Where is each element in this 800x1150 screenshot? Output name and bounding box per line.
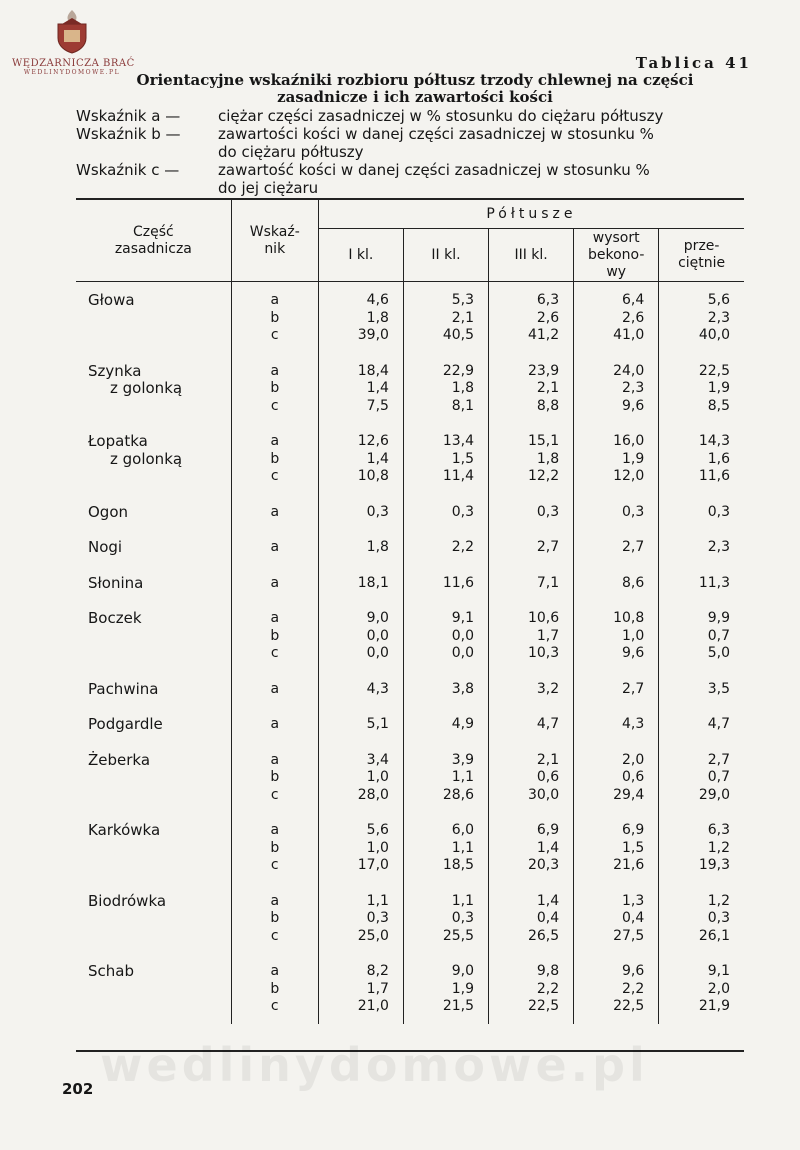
table-row: [76, 529, 744, 565]
value-cell: 0,3: [707, 503, 730, 520]
part-name: Szynka z golonką: [76, 353, 231, 424]
value-cell: 2,7: [574, 529, 659, 565]
value-cell: 6,9 1,5 21,6: [574, 812, 659, 883]
legend-key: Wskaźnik c —: [76, 161, 180, 179]
indicator-cell: a: [231, 565, 318, 601]
value-cell: 3,2: [489, 671, 574, 707]
value-cell: 13,4 1,5 11,4: [403, 423, 488, 494]
value-cell: 1,4 0,4 26,5: [489, 883, 574, 954]
logo-brand: WĘDZARNICZA BRAĆ: [12, 58, 135, 69]
value-cell: 9,6 2,2 22,5: [574, 953, 659, 1024]
table-row: [76, 883, 744, 954]
col-header-class-2: II kl.: [403, 229, 488, 282]
value-cell: 1,2 0,3 26,1: [698, 892, 730, 944]
indicator-cell: a: [231, 494, 318, 530]
value-cell: 6,9 1,4 20,3: [489, 812, 574, 883]
legend-text: zawartości kości w danej części zasadniczej w stosunku % do ciężaru półtuszy: [218, 125, 654, 161]
indicator-cell: a: [231, 706, 318, 742]
part-name: Słonina: [76, 565, 231, 601]
value-cell: 9,1 0,0 0,0: [403, 600, 488, 671]
value-cell: 6,3 1,2 19,3: [698, 822, 730, 873]
watermark: wedlinydomowe.pl: [100, 1038, 649, 1092]
indicator-cell: a b c: [231, 742, 318, 813]
title-line-1: Orientacyjne wskaźniki rozbioru półtusz trzody chlewnej na części: [136, 71, 694, 89]
value-cell: 8,2 1,7 21,0: [318, 953, 403, 1024]
part-name: Łopatka z golonką: [76, 423, 231, 494]
part-name: Pachwina: [76, 671, 231, 707]
value-cell: 9,0 1,9 21,5: [403, 953, 488, 1024]
value-cell: 7,1: [489, 565, 574, 601]
value-cell: 10,8 1,0 9,6: [574, 600, 659, 671]
value-cell: 24,0 2,3 9,6: [574, 353, 659, 424]
col-header-class-3: III kl.: [489, 229, 574, 282]
title-line-2: zasadnicze i ich zawartości kości: [277, 88, 553, 106]
table-row: [76, 953, 744, 1024]
table-row: [76, 600, 744, 671]
value-cell: 1,3 0,4 27,5: [574, 883, 659, 954]
table-row: [76, 353, 744, 424]
value-cell: 2,3: [707, 539, 730, 555]
value-cell: 6,4 2,6 41,0: [574, 282, 659, 353]
value-cell: 3,8: [403, 671, 488, 707]
indicator-cell: a b c: [231, 812, 318, 883]
value-cell: 5,6 1,0 17,0: [318, 812, 403, 883]
table-row: [76, 742, 744, 813]
value-cell: 9,9 0,7 5,0: [707, 610, 730, 661]
value-cell: 10,6 1,7 10,3: [489, 600, 574, 671]
table-row: [76, 494, 744, 530]
indicator-cell: a b c: [231, 423, 318, 494]
legend: [76, 107, 764, 197]
indicator-cell: a b c: [231, 353, 318, 424]
value-cell: 1,8: [318, 529, 403, 565]
part-name: Ogon: [76, 494, 231, 530]
col-header-class-1: I kl.: [318, 229, 403, 282]
table-row: [76, 706, 744, 742]
group-header-half-carcass: Półtusze: [318, 200, 744, 229]
value-cell: 0,3: [403, 494, 488, 530]
value-cell: 11,3: [698, 574, 730, 591]
indicator-cell: a b c: [231, 282, 318, 353]
value-cell: 4,9: [403, 706, 488, 742]
value-cell: 0,3: [318, 494, 403, 530]
logo-url: WEDLINYDOMOWE.PL: [23, 69, 121, 76]
legend-item: [76, 125, 764, 161]
col-header-bacon: wysort bekono- wy: [574, 229, 659, 282]
part-name: Biodrówka: [76, 883, 231, 954]
value-cell: 2,7: [574, 671, 659, 707]
legend-item: [76, 107, 764, 125]
value-cell: 22,5 1,9 8,5: [698, 362, 730, 414]
indicator-cell: a b c: [231, 883, 318, 954]
col-header-part: Część zasadnicza: [76, 200, 231, 282]
part-name: Karkówka: [76, 812, 231, 883]
page-number: 202: [62, 1080, 94, 1098]
value-cell: 6,3 2,6 41,2: [489, 282, 574, 353]
value-cell: 1,1 0,3 25,5: [403, 883, 488, 954]
value-cell: 4,7: [489, 706, 574, 742]
value-cell: 14,3 1,6 11,6: [698, 433, 730, 484]
value-cell: 0,3: [489, 494, 574, 530]
indicator-cell: a: [231, 671, 318, 707]
shield-logo-icon: [52, 8, 92, 54]
value-cell: 12,6 1,4 10,8: [318, 423, 403, 494]
legend-text: ciężar części zasadniczej w % stosunku do ciężaru półtuszy: [218, 107, 664, 125]
value-cell: 4,6 1,8 39,0: [318, 282, 403, 353]
value-cell: 2,7 0,7 29,0: [698, 751, 730, 803]
table-row: [76, 812, 744, 883]
value-cell: 8,6: [574, 565, 659, 601]
part-name: Żeberka: [76, 742, 231, 813]
value-cell: 1,1 0,3 25,0: [318, 883, 403, 954]
part-name: Nogi: [76, 529, 231, 565]
table-row: [76, 282, 744, 353]
value-cell: 18,4 1,4 7,5: [318, 353, 403, 424]
value-cell: 4,3: [574, 706, 659, 742]
legend-text: zawartość kości w danej części zasadniczej w stosunku % do jej ciężaru: [218, 161, 650, 197]
value-cell: 2,2: [403, 529, 488, 565]
value-cell: 5,1: [318, 706, 403, 742]
value-cell: 11,6: [403, 565, 488, 601]
part-name: Schab: [76, 953, 231, 1024]
bone-content-table: [76, 198, 744, 1052]
value-cell: 0,3: [574, 494, 659, 530]
table-row: [76, 565, 744, 601]
value-cell: 5,3 2,1 40,5: [403, 282, 488, 353]
value-cell: 9,1 2,0 21,9: [698, 963, 730, 1014]
value-cell: 18,1: [318, 565, 403, 601]
part-name: Boczek: [76, 600, 231, 671]
page-title: [100, 72, 730, 106]
value-cell: 22,9 1,8 8,1: [403, 353, 488, 424]
value-cell: 2,7: [489, 529, 574, 565]
indicator-cell: a b c: [231, 600, 318, 671]
part-name: Podgardle: [76, 706, 231, 742]
value-cell: 9,8 2,2 22,5: [489, 953, 574, 1024]
value-cell: 4,3: [318, 671, 403, 707]
value-cell: 16,0 1,9 12,0: [574, 423, 659, 494]
table-row: [76, 671, 744, 707]
legend-key: Wskaźnik a —: [76, 107, 181, 125]
value-cell: 3,4 1,0 28,0: [318, 742, 403, 813]
value-cell: 15,1 1,8 12,2: [489, 423, 574, 494]
value-cell: 23,9 2,1 8,8: [489, 353, 574, 424]
col-header-average: prze- ciętnie: [659, 229, 744, 282]
value-cell: 3,5: [707, 680, 730, 697]
col-header-indicator: Wskaź- nik: [231, 200, 318, 282]
value-cell: 2,1 0,6 30,0: [489, 742, 574, 813]
value-cell: 2,0 0,6 29,4: [574, 742, 659, 813]
indicator-cell: a b c: [231, 953, 318, 1024]
value-cell: 4,7: [707, 716, 730, 732]
legend-item: [76, 161, 764, 197]
logo: [12, 8, 135, 76]
value-cell: 5,6 2,3 40,0: [698, 292, 730, 343]
part-name: Głowa: [76, 282, 231, 353]
indicator-cell: a: [231, 529, 318, 565]
table-number: Tablica 41: [635, 54, 752, 72]
table-row: [76, 423, 744, 494]
value-cell: 9,0 0,0 0,0: [318, 600, 403, 671]
value-cell: 3,9 1,1 28,6: [403, 742, 488, 813]
value-cell: 6,0 1,1 18,5: [403, 812, 488, 883]
legend-key: Wskaźnik b —: [76, 125, 181, 143]
